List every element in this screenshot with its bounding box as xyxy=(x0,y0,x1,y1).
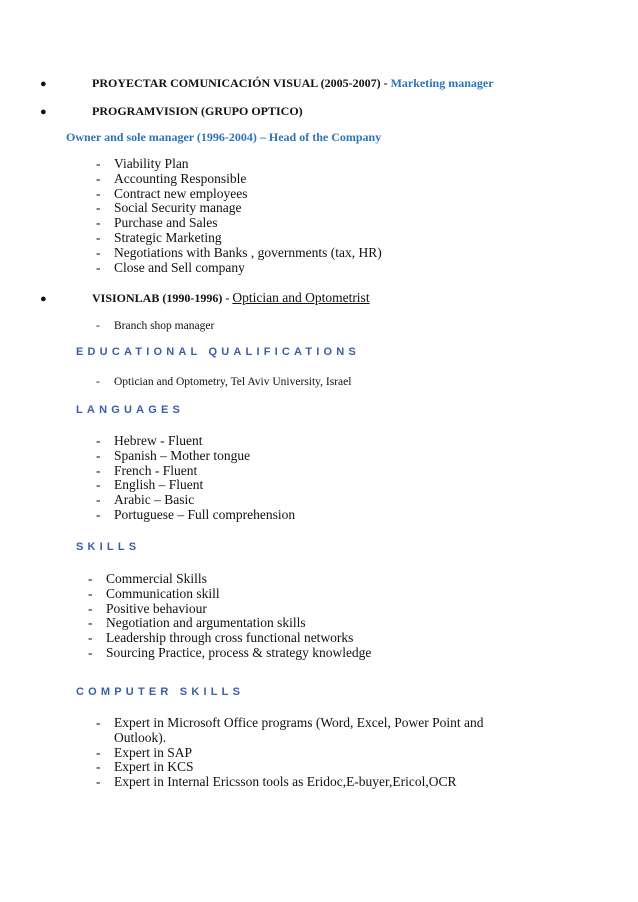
list-item: - Leadership through cross functional networks xyxy=(88,630,354,646)
list-item: - Expert in KCS xyxy=(96,759,194,775)
list-item: - Negotiations with Banks , governments (tax, HR) xyxy=(96,244,382,260)
education-list xyxy=(96,375,352,389)
bullet-icon: ● xyxy=(40,78,47,90)
list-item: - Arabic – Basic xyxy=(96,492,195,508)
list-item: - Social Security manage xyxy=(96,200,242,216)
list-item: - Expert in Internal Ericsson tools as Eridoc,E-buyer,Ericol,OCR xyxy=(96,774,457,790)
list-item: - Accounting Responsible xyxy=(96,170,247,186)
job-programvision xyxy=(40,104,303,119)
job-proyectar xyxy=(40,76,494,91)
list-item: - Negotiation and argumentation skills xyxy=(88,615,306,631)
job-role: Optician and Optometrist xyxy=(232,290,370,305)
list-item: - Expert in Microsoft Office programs (Word, Excel, Power Point and xyxy=(96,715,484,730)
section-heading-computer-skills: COMPUTER SKILLS xyxy=(76,686,245,698)
skills-list xyxy=(88,571,372,661)
languages-list xyxy=(96,433,296,523)
list-item: - Strategic Marketing xyxy=(96,229,222,245)
bullet-icon: ● xyxy=(40,106,47,118)
list-item: - Communication skill xyxy=(88,585,220,601)
list-item: - Hebrew - Fluent xyxy=(96,433,203,448)
list-item: - French - Fluent xyxy=(96,462,198,478)
list-item: - Commercial Skills xyxy=(88,571,207,586)
list-item: - Expert in SAP xyxy=(96,744,193,760)
computer-skills-list xyxy=(96,715,484,790)
section-heading-education: EDUCATIONAL QUALIFICATIONS xyxy=(76,346,360,358)
section-heading-skills: SKILLS xyxy=(76,541,141,553)
job-role: Marketing manager xyxy=(390,76,494,90)
list-item: - Purchase and Sales xyxy=(96,215,218,231)
list-item-continuation: Outlook). xyxy=(114,729,167,745)
job-visionlab xyxy=(40,290,370,306)
list-item: - Spanish – Mother tongue xyxy=(96,447,251,463)
list-item: - Positive behaviour xyxy=(88,600,207,616)
list-item: - Optician and Optometry, Tel Aviv University, Israel xyxy=(96,376,352,388)
job-task-list xyxy=(96,156,382,275)
list-item: - Portuguese – Full comprehension xyxy=(96,506,296,522)
section-heading-languages: LANGUAGES xyxy=(76,404,185,416)
job-company: PROGRAMVISION (GRUPO OPTICO) xyxy=(92,104,303,118)
list-item: - Viability Plan xyxy=(96,156,189,171)
job-company: VISIONLAB (1990-1996) - xyxy=(92,291,233,305)
list-item: - Contract new employees xyxy=(96,185,248,201)
list-item: - English – Fluent xyxy=(96,477,204,493)
list-item: - Sourcing Practice, process & strategy knowledge xyxy=(88,644,372,660)
job-subtitle: Owner and sole manager (1996-2004) – Head of the Company xyxy=(66,130,382,144)
job-task-list xyxy=(96,319,215,333)
job-company: PROYECTAR COMUNICACIÓN VISUAL (2005-2007) - xyxy=(92,76,391,90)
bullet-icon: ● xyxy=(40,293,47,305)
list-item: - Branch shop manager xyxy=(96,320,215,332)
list-item: - Close and Sell company xyxy=(96,259,245,275)
